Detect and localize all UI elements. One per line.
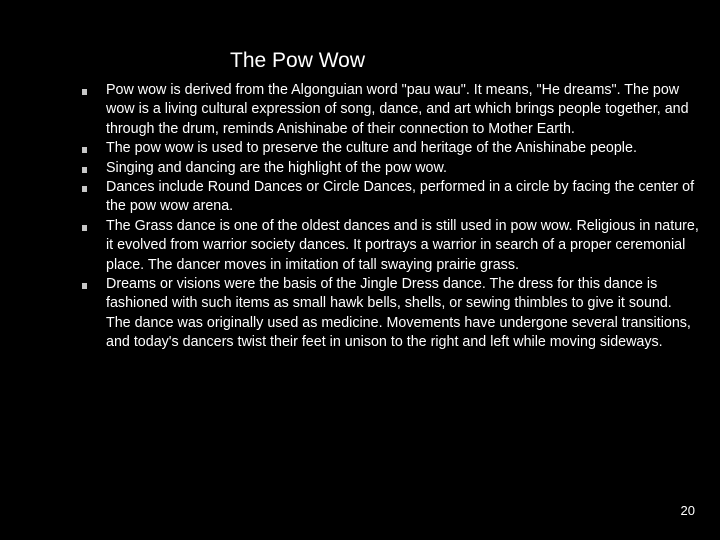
bullet-text: Dances include Round Dances or Circle Dances, performed in a circle by facing the center of the pow wow arena. — [106, 179, 695, 215]
square-bullet-icon — [82, 283, 87, 289]
bullet-item — [80, 159, 700, 178]
square-bullet-icon — [82, 147, 87, 153]
bullet-item — [80, 139, 700, 158]
bullet-item — [80, 81, 700, 139]
bullet-text: The pow wow is used to preserve the culture and heritage of the Anishinabe people. — [106, 140, 637, 157]
square-bullet-icon — [82, 167, 87, 173]
bullet-item — [80, 178, 700, 217]
bullet-item — [80, 275, 700, 353]
bullet-item — [80, 217, 700, 275]
bullet-list — [80, 81, 700, 353]
bullet-text: Dreams or visions were the basis of the Jingle Dress dance. The dress for this dance is fashioned with such items as small hawk bells, shells, or sewing thimbles to give it sound. The dance was originally used as medicine. Movements have undergone several transitions, and today's dancers twist their feet in unison to the right and left while moving sideways. — [106, 276, 691, 351]
slide-title: The Pow Wow — [230, 49, 365, 72]
bullet-text: Pow wow is derived from the Algonguian word "pau wau". It means, "He dreams". The pow wow is a living cultural expression of song, dance, and art which brings people together, and through the drum, reminds Anishinabe of their connection to Mother Earth. — [106, 82, 689, 137]
square-bullet-icon — [82, 89, 87, 95]
square-bullet-icon — [82, 186, 87, 192]
square-bullet-icon — [82, 225, 87, 231]
page-number: 20 — [680, 503, 695, 518]
bullet-text: Singing and dancing are the highlight of the pow wow. — [106, 159, 447, 176]
bullet-text: The Grass dance is one of the oldest dances and is still used in pow wow. Religious in nature, it evolved from warrior society dances. It portrays a warrior in search of a proper ceremonial place. The dancer moves in imitation of tall swaying prairie grass. — [106, 217, 699, 273]
